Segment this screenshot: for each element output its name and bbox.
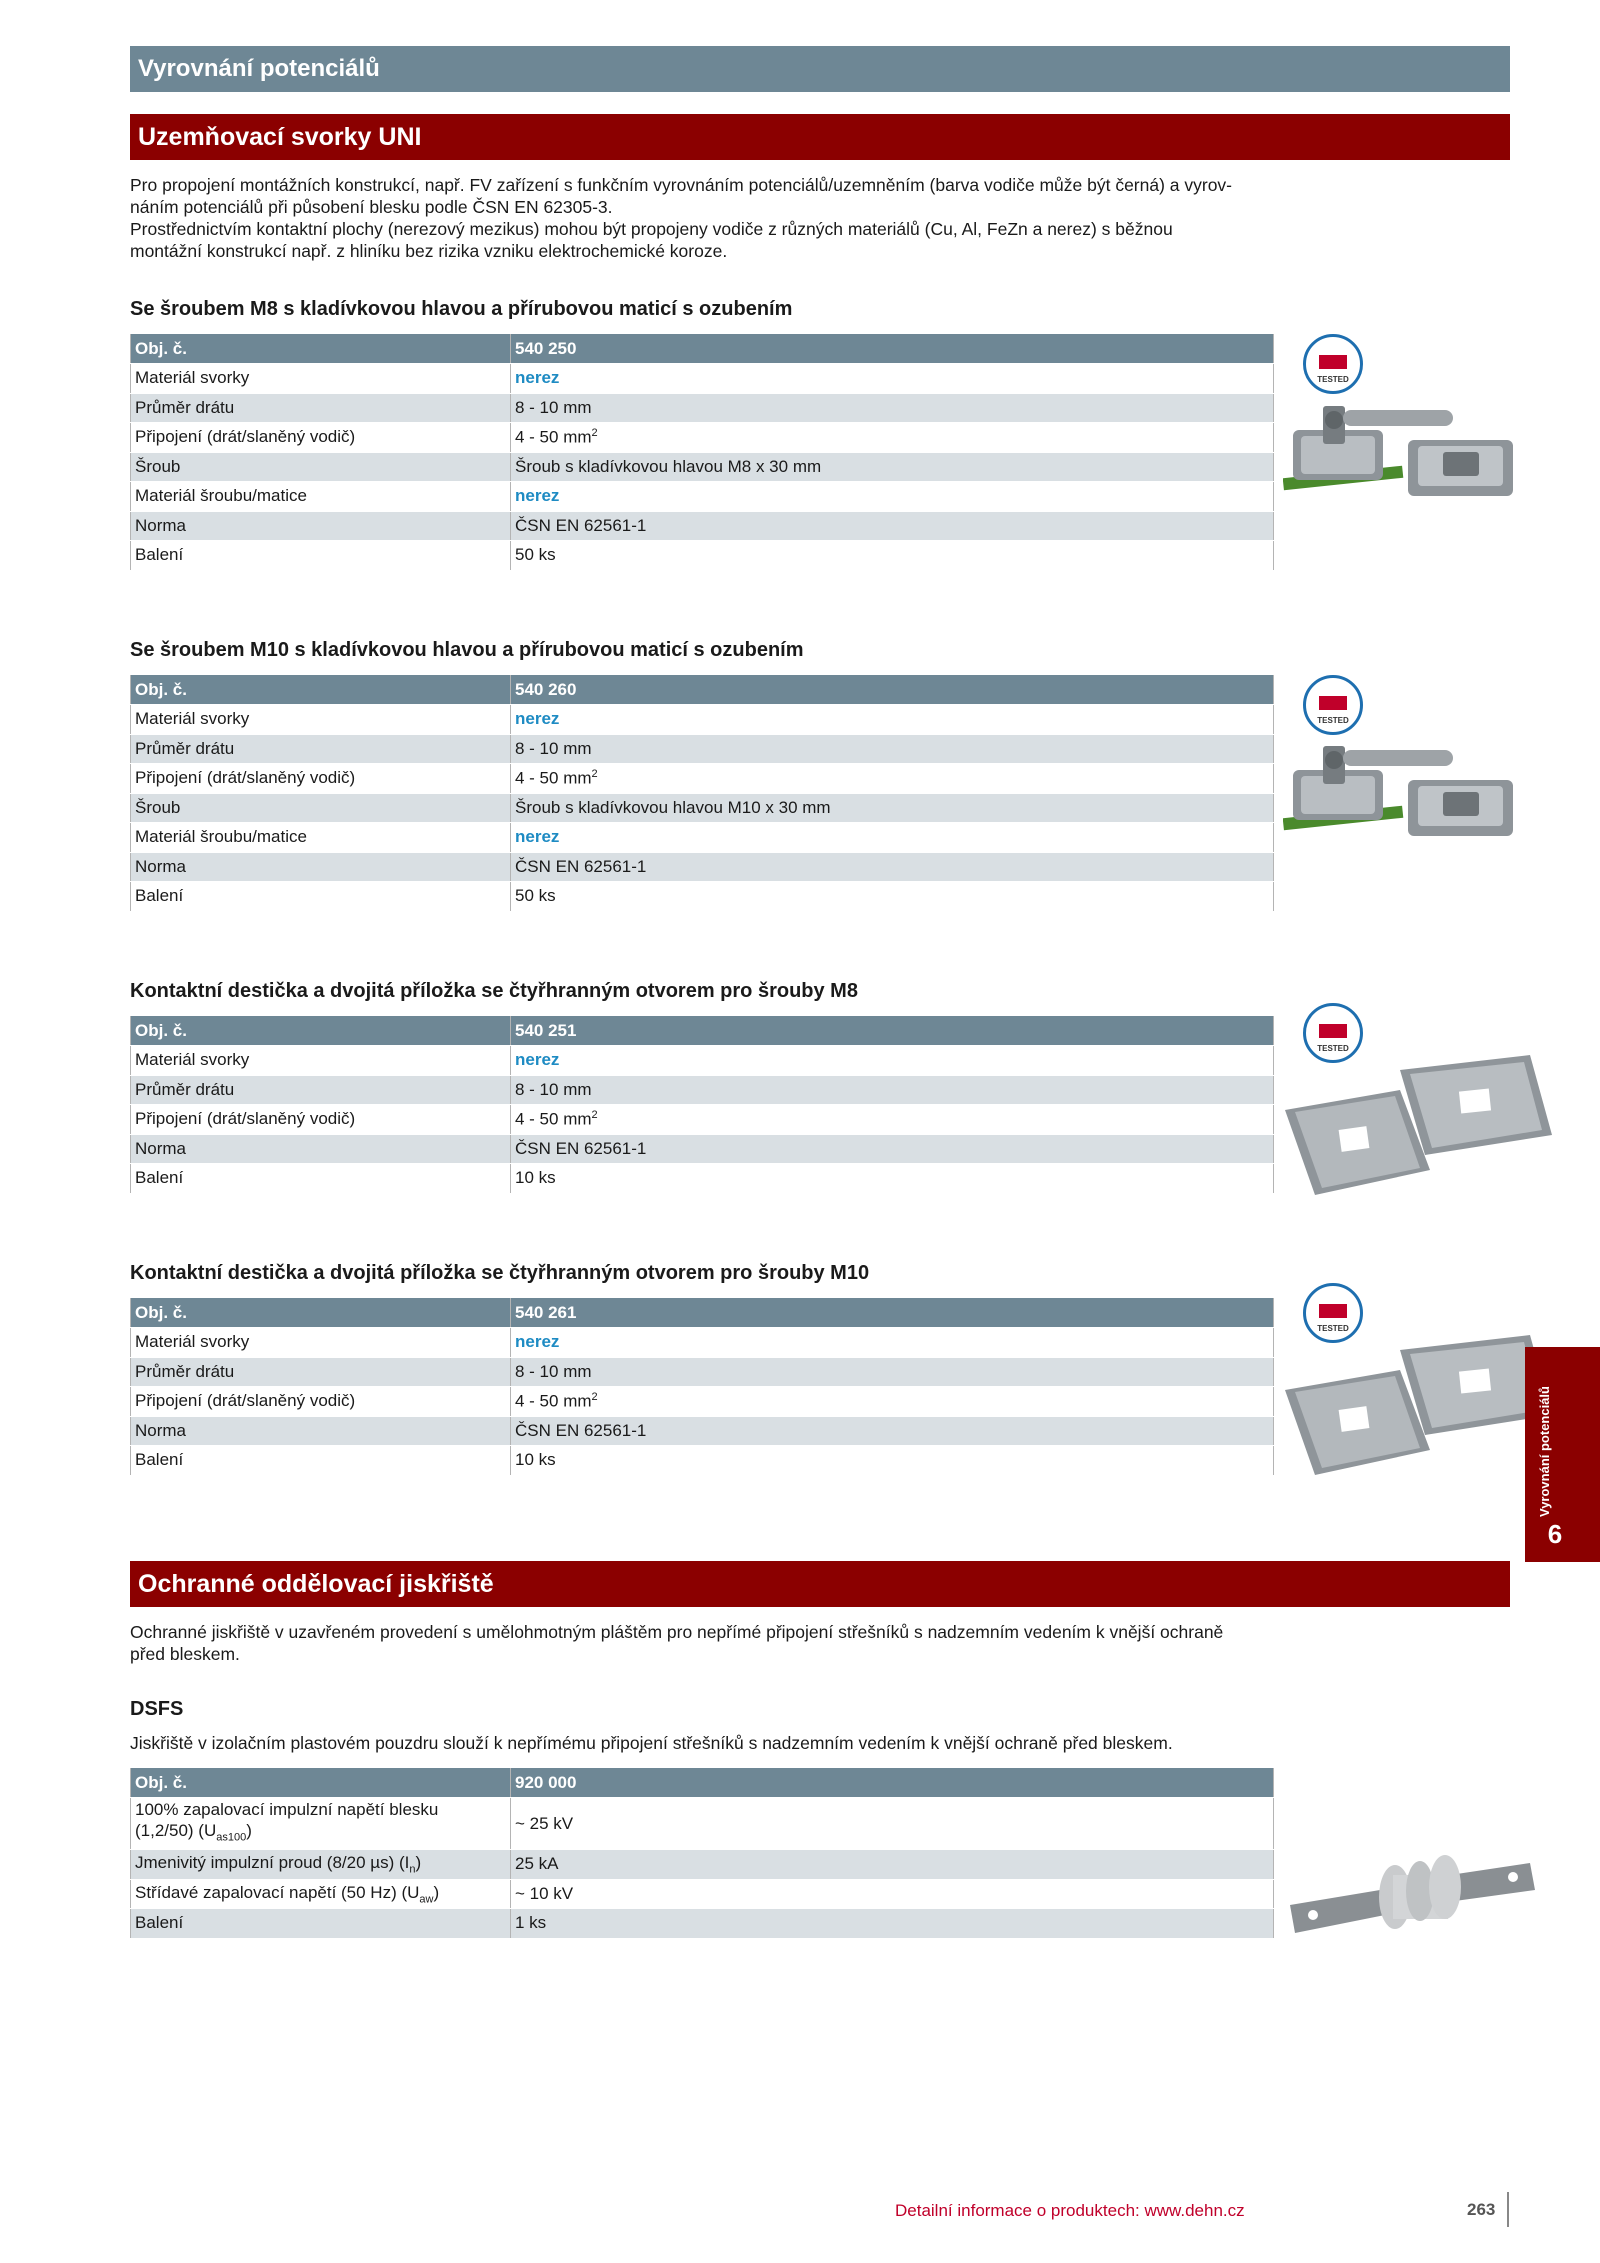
spec-table-540260 (130, 675, 1274, 912)
cell-value: 540 250 (511, 334, 1274, 364)
cell-value (511, 423, 1274, 453)
cell-label: Obj. č. (131, 334, 511, 364)
uni-intro-line-2: náním potenciálů při působení blesku podle ČSN EN 62305-3. (130, 197, 613, 217)
cell-value: 920 000 (511, 1768, 1274, 1798)
uni-intro-line-1: Pro propojení montážních konstrukcí, např. FV zařízení s funkčním vyrovnáním potenciálů/uzemněním (barva vodiče může být černá) a vyrov- (130, 175, 1233, 195)
cell-value: ČSN EN 62561-1 (511, 511, 1274, 541)
cell-value: Šroub s kladívkovou hlavou M10 x 30 mm (511, 793, 1274, 823)
uni-intro (130, 174, 1272, 262)
tested-badge-icon: TESTED (1303, 1003, 1363, 1063)
cell-label: Balení (131, 1164, 511, 1194)
cell-value: 540 261 (511, 1298, 1274, 1328)
dsfs-intro (130, 1621, 1272, 1665)
cell-label: Průměr drátu (131, 734, 511, 764)
label-line-2: (1,2/50) $(U_{as100})$ (135, 1820, 252, 1844)
cell-label: Připojení (drát/slaněný vodič) (131, 423, 511, 453)
cell-label: Balení (131, 541, 511, 571)
cell-value: 1 ks (511, 1909, 1274, 1939)
tested-badge-icon: TESTED (1303, 1283, 1363, 1343)
superscript: 2 (591, 426, 598, 439)
page-number: 263 (1467, 2200, 1496, 2219)
dsfs-description: Jiskřiště v izolačním plastovém pouzdru slouží k nepřímému připojení střešníků s nadzemním vedením k vnější ochraně před bleskem. (130, 1733, 1173, 1753)
side-tab-label: Vyrovnání potenciálů (1537, 1386, 1552, 1517)
cell-value: 50 ks (511, 541, 1274, 571)
uni-intro-line-3: Prostřednictvím kontaktní plochy (nerezový mezikus) mohou být propojeny vodiče z různých materiálů (Cu, Al, FeZn a nerez) s běžnou (130, 219, 1173, 239)
cell-value: nerez (511, 705, 1274, 735)
cell-label: Obj. č. (131, 1768, 511, 1798)
uni-intro-line-4: montážní konstrukcí např. z hliníku bez rizika vzniku elektrochemické koroze. (130, 241, 728, 261)
cell-label: Průměr drátu (131, 1357, 511, 1387)
spec-table-920000 (130, 1768, 1274, 1939)
cell-label: Šroub (131, 793, 511, 823)
dsfs-name: DSFS (130, 1698, 184, 1720)
footer-link[interactable]: Detailní informace o produktech: www.dehn.cz (895, 2201, 1245, 2220)
spec-table-540261 (130, 1298, 1274, 1476)
section-title: Vyrovnání potenciálů (130, 46, 1510, 92)
cell-label (131, 1798, 511, 1850)
cell-value: 50 ks (511, 882, 1274, 912)
cell-value: 8 - 10 mm (511, 734, 1274, 764)
dsfs-intro-line-1: Ochranné jiskřiště v uzavřeném provedení s umělohmotným pláštěm pro nepřímé připojení střešníků s nadzemním vedením k vnější ochraně (130, 1622, 1224, 1642)
cell-value: nerez (511, 823, 1274, 853)
cell-value: ČSN EN 62561-1 (511, 852, 1274, 882)
cell-value: nerez (511, 482, 1274, 512)
cell-label: Střídavé zapalovací napětí (50 Hz) $(U_{aw})$ (131, 1879, 511, 1909)
cell-label: Připojení (drát/slaněný vodič) (131, 1105, 511, 1135)
cell-label: Balení (131, 1446, 511, 1476)
clamp-m8-product-image (1283, 400, 1543, 510)
cell-label: Připojení (drát/slaněný vodič) (131, 1387, 511, 1417)
cell-value: nerez (511, 364, 1274, 394)
cell-value: 8 - 10 mm (511, 1357, 1274, 1387)
spark-gap-product-image (1285, 1835, 1545, 1955)
tested-badge-icon: TESTED (1303, 675, 1363, 735)
cell-label: Materiál svorky (131, 364, 511, 394)
cell-label: Materiál svorky (131, 705, 511, 735)
product-heading: Kontaktní destička a dvojitá příložka se čtyřhranným otvorem pro šrouby M8 (130, 980, 858, 1002)
product-heading: Se šroubem M10 s kladívkovou hlavou a přírubovou maticí s ozubením (130, 639, 804, 661)
cell-value: 540 251 (511, 1016, 1274, 1046)
cell-label: Průměr drátu (131, 393, 511, 423)
clamp-m10-product-image (1283, 740, 1543, 850)
cell-value: 10 ks (511, 1446, 1274, 1476)
cell-label: Balení (131, 882, 511, 912)
cell-value (511, 764, 1274, 794)
cell-value (511, 1387, 1274, 1417)
uni-title: Uzemňovací svorky UNI (130, 114, 1510, 160)
page-divider (1507, 2192, 1509, 2227)
cell-label: Průměr drátu (131, 1075, 511, 1105)
tested-badge-icon: TESTED (1303, 334, 1363, 394)
cell-value: 8 - 10 mm (511, 1075, 1274, 1105)
cell-value: ~ 25 kV (511, 1798, 1274, 1850)
cell-label: Materiál šroubu/matice (131, 823, 511, 853)
value-text: 4 - 50 mm (515, 1391, 592, 1411)
cell-label: Obj. č. (131, 1016, 511, 1046)
cell-label: Norma (131, 852, 511, 882)
cell-value: nerez (511, 1046, 1274, 1076)
cell-value: 540 260 (511, 675, 1274, 705)
contact-plate-m10-product-image (1280, 1330, 1560, 1480)
cell-label: Obj. č. (131, 675, 511, 705)
spec-table-540251 (130, 1016, 1274, 1194)
cell-label: Balení (131, 1909, 511, 1939)
chapter-side-tab[interactable] (1525, 1347, 1600, 1562)
cell-value: ČSN EN 62561-1 (511, 1134, 1274, 1164)
side-tab-number: 6 (1547, 1519, 1563, 1549)
cell-value: nerez (511, 1328, 1274, 1358)
value-text: 4 - 50 mm (515, 768, 592, 788)
cell-value (511, 1105, 1274, 1135)
spec-table-540250 (130, 334, 1274, 571)
superscript: 2 (591, 1390, 598, 1403)
dsfs-section-title: Ochranné oddělovací jiskřiště (130, 1561, 1510, 1607)
label-line-1: 100% zapalovací impulzní napětí blesku (135, 1799, 439, 1819)
cell-value: ~ 10 kV (511, 1879, 1274, 1909)
dsfs-intro-line-2: před bleskem. (130, 1644, 240, 1664)
value-text: 4 - 50 mm (515, 427, 592, 447)
cell-value: 25 kA (511, 1850, 1274, 1880)
cell-label: Norma (131, 1416, 511, 1446)
cell-label: Materiál svorky (131, 1046, 511, 1076)
cell-label: Šroub (131, 452, 511, 482)
cell-label: Připojení (drát/slaněný vodič) (131, 764, 511, 794)
cell-label: Jmenivitý impulzní proud (8/20 µs) $(I_n)$ (131, 1850, 511, 1880)
cell-label: Materiál svorky (131, 1328, 511, 1358)
cell-label: Norma (131, 1134, 511, 1164)
value-text: 4 - 50 mm (515, 1109, 592, 1129)
cell-label: Materiál šroubu/matice (131, 482, 511, 512)
cell-value: 10 ks (511, 1164, 1274, 1194)
contact-plate-m8-product-image (1280, 1050, 1560, 1200)
superscript: 2 (591, 1108, 598, 1121)
product-heading: Kontaktní destička a dvojitá příložka se čtyřhranným otvorem pro šrouby M10 (130, 1262, 870, 1284)
cell-value: Šroub s kladívkovou hlavou M8 x 30 mm (511, 452, 1274, 482)
cell-value: 8 - 10 mm (511, 393, 1274, 423)
superscript: 2 (591, 767, 598, 780)
cell-label: Norma (131, 511, 511, 541)
product-heading: Se šroubem M8 s kladívkovou hlavou a přírubovou maticí s ozubením (130, 298, 793, 320)
cell-value: ČSN EN 62561-1 (511, 1416, 1274, 1446)
cell-label: Obj. č. (131, 1298, 511, 1328)
